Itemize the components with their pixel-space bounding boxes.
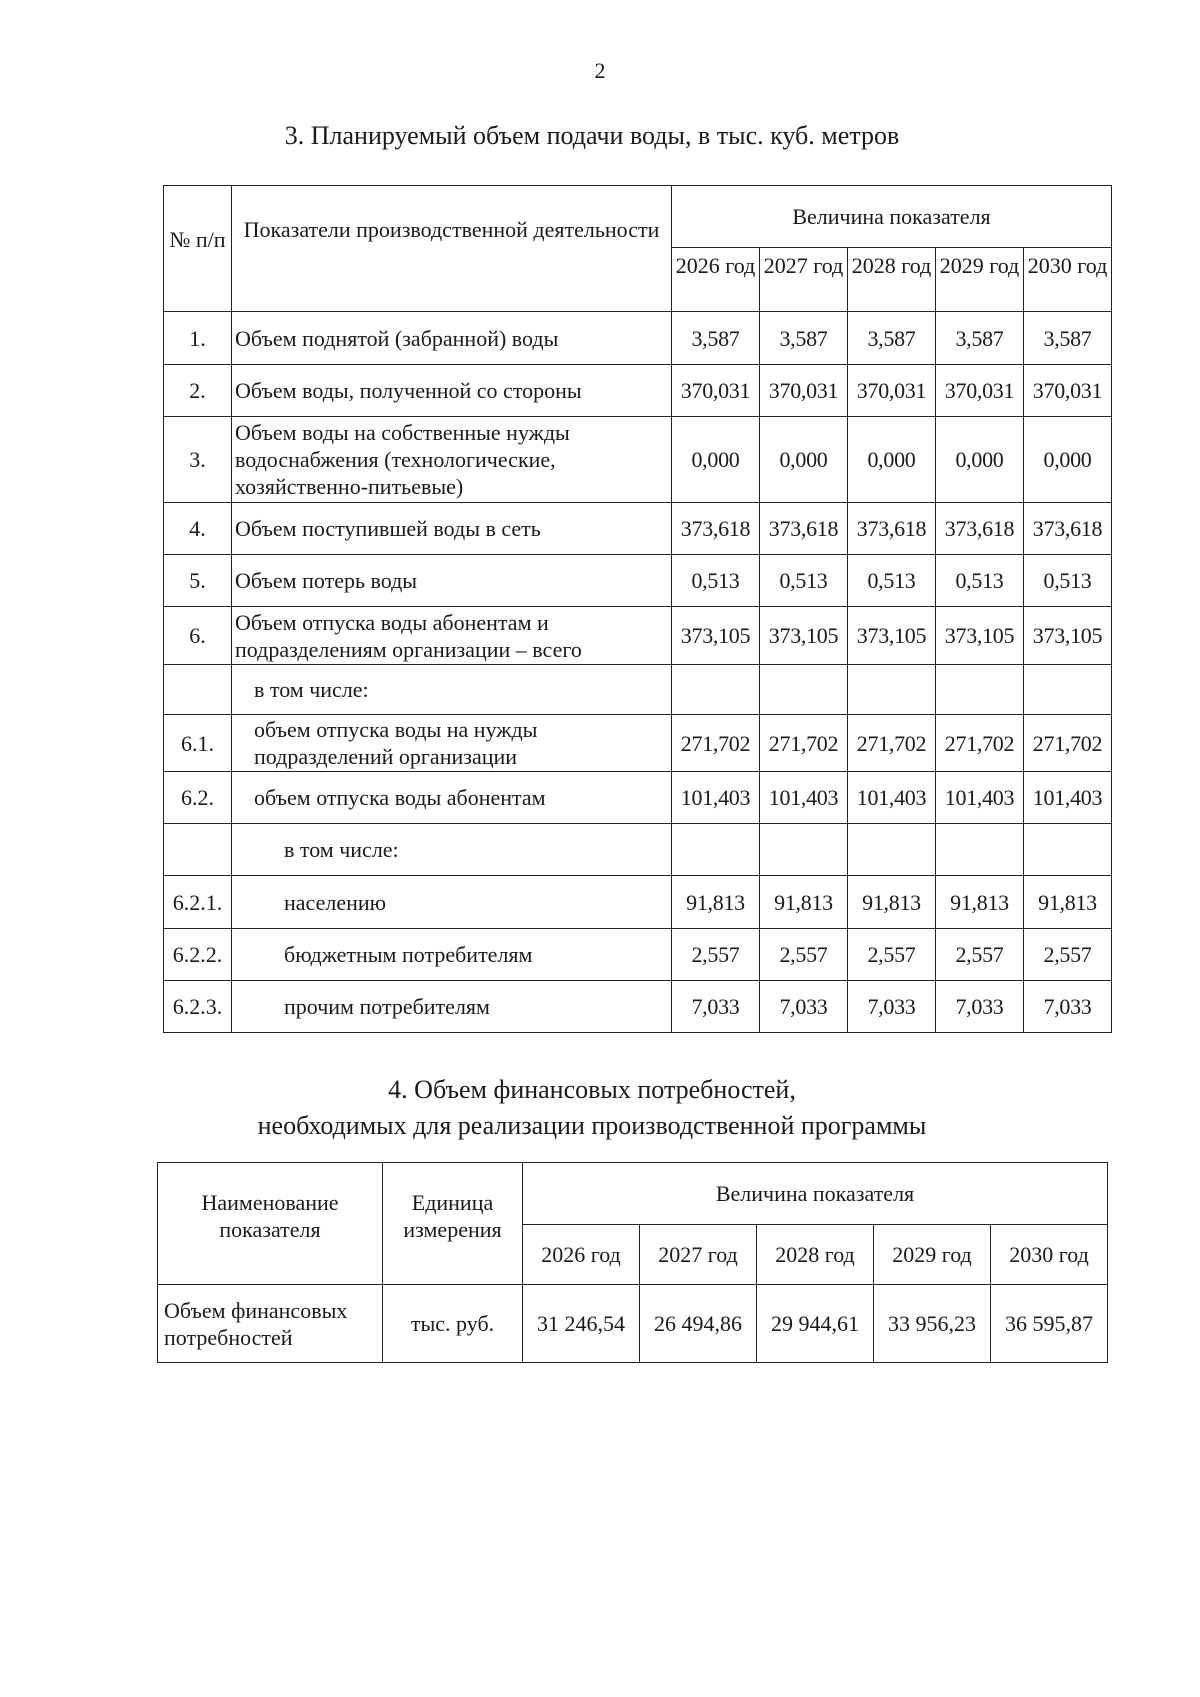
header-year: 2026 год (523, 1225, 640, 1285)
section-3-title: 3. Планируемый объем подачи воды, в тыс. куб. метров (284, 121, 900, 150)
header-value: Величина показателя (523, 1163, 1108, 1225)
value-cell: 7,033 (848, 981, 936, 1033)
value-cell: 0,513 (760, 555, 848, 607)
value-cell: 2,557 (848, 929, 936, 981)
value-cell: 373,618 (1024, 503, 1112, 555)
value-cell (1024, 665, 1112, 715)
header-year: 2029 год (874, 1225, 991, 1285)
section-4-title-line1: 4. Объем финансовых потребностей, (388, 1075, 796, 1104)
value-cell: 3,587 (848, 312, 936, 365)
value-cell: 370,031 (936, 365, 1024, 417)
value-cell: 0,513 (672, 555, 760, 607)
row-number: 6.1. (164, 715, 232, 772)
row-label: прочим потребителям (232, 981, 672, 1033)
value-cell: 271,702 (1024, 715, 1112, 772)
value-cell (848, 665, 936, 715)
value-cell: 2,557 (1024, 929, 1112, 981)
value-cell (760, 824, 848, 876)
value-cell: 3,587 (672, 312, 760, 365)
value-cell: 31 246,54 (523, 1285, 640, 1363)
row-label: в том числе: (232, 824, 672, 876)
header-year: 2027 год (640, 1225, 757, 1285)
value-cell (848, 824, 936, 876)
value-cell: 373,618 (848, 503, 936, 555)
header-year: 2028 год (848, 248, 936, 312)
value-cell: 373,105 (760, 607, 848, 665)
row-label: Объем отпуска воды абонентам и подразделениям организации – всего (232, 607, 672, 665)
header-number: № п/п (164, 186, 232, 312)
table-row (164, 607, 1112, 665)
value-cell: 3,587 (936, 312, 1024, 365)
row-number: 6.2.3. (164, 981, 232, 1033)
value-cell: 0,000 (848, 417, 936, 503)
section-4-title-line2: необходимых для реализации производственной программы (257, 1111, 927, 1140)
value-cell: 0,000 (760, 417, 848, 503)
value-cell: 373,105 (672, 607, 760, 665)
page-number: 2 (594, 58, 606, 83)
row-label: Объем воды на собственные нужды водоснабжения (технологические, хозяйственно-питьевые) (232, 417, 672, 503)
table-row (164, 824, 1112, 876)
value-cell (760, 665, 848, 715)
section-4-title (0, 1072, 1192, 1144)
value-cell: 370,031 (672, 365, 760, 417)
value-cell: 2,557 (936, 929, 1024, 981)
value-cell (1024, 824, 1112, 876)
row-number (164, 665, 232, 715)
row-number: 5. (164, 555, 232, 607)
value-cell: 271,702 (760, 715, 848, 772)
value-cell: 373,105 (936, 607, 1024, 665)
row-number: 6.2.2. (164, 929, 232, 981)
value-cell: 7,033 (1024, 981, 1112, 1033)
value-cell: 33 956,23 (874, 1285, 991, 1363)
header-year: 2029 год (936, 248, 1024, 312)
value-cell: 373,105 (848, 607, 936, 665)
water-supply-table (163, 185, 1112, 1033)
value-cell: 91,813 (936, 876, 1024, 929)
value-cell: 91,813 (1024, 876, 1112, 929)
value-cell: 7,033 (760, 981, 848, 1033)
value-cell: 91,813 (672, 876, 760, 929)
row-label: Объем воды, полученной со стороны (232, 365, 672, 417)
table-row (164, 981, 1112, 1033)
value-cell: 101,403 (1024, 772, 1112, 824)
value-cell: 271,702 (672, 715, 760, 772)
value-cell: 91,813 (848, 876, 936, 929)
financial-needs-table (157, 1162, 1108, 1363)
row-label: Объем поступившей воды в сеть (232, 503, 672, 555)
table-row (164, 503, 1112, 555)
value-cell: 26 494,86 (640, 1285, 757, 1363)
value-cell: 271,702 (936, 715, 1024, 772)
value-cell: 0,513 (936, 555, 1024, 607)
header-year: 2030 год (991, 1225, 1108, 1285)
value-cell: 0,513 (848, 555, 936, 607)
header-year: 2030 год (1024, 248, 1112, 312)
table-row (164, 715, 1112, 772)
row-label: объем отпуска воды на нужды подразделений организации (232, 715, 672, 772)
value-cell: 0,000 (936, 417, 1024, 503)
table-row (164, 772, 1112, 824)
row-number: 6.2. (164, 772, 232, 824)
value-cell: 36 595,87 (991, 1285, 1108, 1363)
row-label: Объем потерь воды (232, 555, 672, 607)
value-cell: 2,557 (760, 929, 848, 981)
value-cell (672, 824, 760, 876)
value-cell: 101,403 (760, 772, 848, 824)
header-year: 2026 год (672, 248, 760, 312)
value-cell: 370,031 (1024, 365, 1112, 417)
value-cell: 0,000 (672, 417, 760, 503)
row-label: объем отпуска воды абонентам (232, 772, 672, 824)
value-cell: 271,702 (848, 715, 936, 772)
row-label: бюджетным потребителям (232, 929, 672, 981)
row-name: Объем финансовых потребностей (158, 1285, 383, 1363)
value-cell: 2,557 (672, 929, 760, 981)
value-cell: 0,513 (1024, 555, 1112, 607)
row-unit: тыс. руб. (383, 1285, 523, 1363)
value-cell: 370,031 (848, 365, 936, 417)
row-number: 6.2.1. (164, 876, 232, 929)
value-cell: 91,813 (760, 876, 848, 929)
value-cell: 29 944,61 (757, 1285, 874, 1363)
table-row (164, 312, 1112, 365)
value-cell: 3,587 (1024, 312, 1112, 365)
row-label: Объем поднятой (забранной) воды (232, 312, 672, 365)
table-row (164, 876, 1112, 929)
row-number: 4. (164, 503, 232, 555)
value-cell: 101,403 (936, 772, 1024, 824)
value-cell: 101,403 (848, 772, 936, 824)
row-number: 6. (164, 607, 232, 665)
header-name: Наименование показателя (158, 1163, 383, 1285)
header-year: 2028 год (757, 1225, 874, 1285)
header-value: Величина показателя (672, 186, 1112, 248)
header-year: 2027 год (760, 248, 848, 312)
value-cell: 373,105 (1024, 607, 1112, 665)
value-cell: 7,033 (936, 981, 1024, 1033)
row-number (164, 824, 232, 876)
value-cell: 101,403 (672, 772, 760, 824)
row-number: 3. (164, 417, 232, 503)
value-cell: 373,618 (760, 503, 848, 555)
table-row (158, 1285, 1108, 1363)
table-row (164, 417, 1112, 503)
table-row (164, 555, 1112, 607)
value-cell: 3,587 (760, 312, 848, 365)
value-cell (936, 665, 1024, 715)
row-label: в том числе: (232, 665, 672, 715)
header-unit: Единица измерения (383, 1163, 523, 1285)
header-indicator: Показатели производственной деятельности (232, 186, 672, 312)
row-label: населению (232, 876, 672, 929)
value-cell: 370,031 (760, 365, 848, 417)
row-number: 2. (164, 365, 232, 417)
value-cell: 0,000 (1024, 417, 1112, 503)
table-row (164, 665, 1112, 715)
value-cell (936, 824, 1024, 876)
table-row (164, 365, 1112, 417)
value-cell: 373,618 (936, 503, 1024, 555)
value-cell (672, 665, 760, 715)
table-row (164, 929, 1112, 981)
value-cell: 373,618 (672, 503, 760, 555)
row-number: 1. (164, 312, 232, 365)
value-cell: 7,033 (672, 981, 760, 1033)
